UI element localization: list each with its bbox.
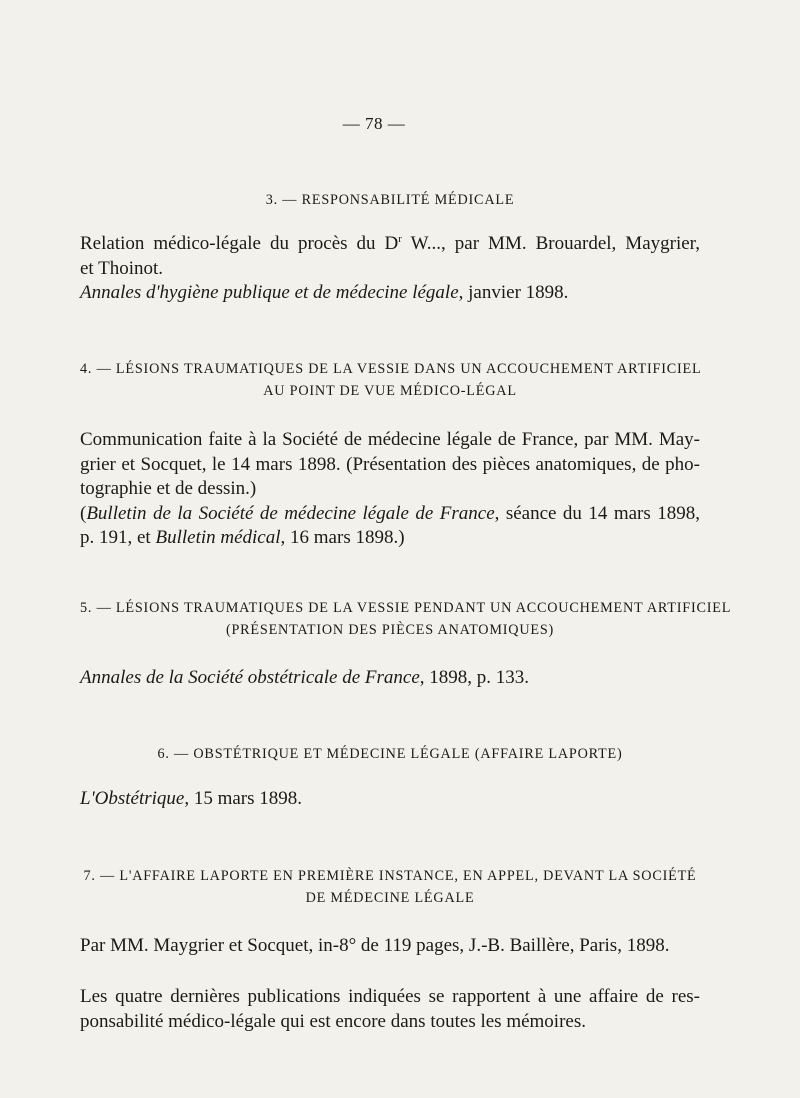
text-run: , 15 mars 1898. xyxy=(184,788,303,809)
body-line: Les quatre dernières publications indiquées se rapportent à une affaire de res- xyxy=(80,986,700,1007)
journal-title: Bulletin de la Société de médecine légale de France xyxy=(86,502,495,524)
section-4-body xyxy=(80,428,700,551)
text-run: , séance du 14 mars 1898, xyxy=(494,502,700,524)
section-3-heading xyxy=(80,189,700,211)
heading-line: 4. — LÉSIONS TRAUMATIQUES DE LA VESSIE DANS UN ACCOUCHEMENT ARTIFICIEL xyxy=(80,361,702,377)
text-run: ( xyxy=(80,502,87,524)
heading-line: (PRÉSENTATION DES PIÈCES ANATOMIQUES) xyxy=(225,622,555,638)
page-number: — 78 — xyxy=(342,114,406,133)
heading-line: AU POINT DE VUE MÉDICO-LÉGAL xyxy=(263,383,517,399)
text-run: Relation médico-légale du procès du D xyxy=(80,233,399,254)
section-5-heading xyxy=(80,597,732,641)
text-run: , janvier 1898. xyxy=(458,282,569,303)
body-line: et Thoinot. xyxy=(80,257,164,279)
section-7-body xyxy=(80,934,700,959)
body-line xyxy=(80,232,700,257)
journal-title: L'Obstétrique xyxy=(80,788,185,809)
heading-line: 7. — L'AFFAIRE LAPORTE EN PREMIÈRE INSTANCE, EN APPEL, DEVANT LA SOCIÉTÉ xyxy=(83,868,697,884)
text-run: p. 191, et xyxy=(80,527,156,548)
journal-title: Annales de la Société obstétricale de France xyxy=(80,667,420,688)
superscript: r xyxy=(398,233,402,245)
body-line xyxy=(80,526,700,551)
section-6-heading xyxy=(80,743,700,765)
heading-line: DE MÉDECINE LÉGALE xyxy=(305,890,475,906)
section-7-heading xyxy=(80,865,700,909)
journal-title: Annales d'hygiène publique et de médecine légale xyxy=(80,282,459,303)
heading-line: 3. — RESPONSABILITÉ MÉDICALE xyxy=(265,192,515,208)
heading-line: 6. — OBSTÉTRIQUE ET MÉDECINE LÉGALE (AFFAIRE LAPORTE) xyxy=(157,746,623,762)
body-line: ponsabilité médico-légale qui est encore dans toutes les mémoires. xyxy=(80,1010,586,1032)
text-run: W..., par MM. Brouardel, Maygrier, xyxy=(401,233,700,254)
body-line: grier et Socquet, le 14 mars 1898. (Présentation des pièces anatomiques, de pho- xyxy=(80,453,700,475)
body-line xyxy=(80,502,700,527)
section-4-heading xyxy=(80,358,700,402)
heading-line: 5. — LÉSIONS TRAUMATIQUES DE LA VESSIE PENDANT UN ACCOUCHEMENT ARTIFICIEL xyxy=(80,600,732,616)
body-line xyxy=(80,787,700,812)
body-line: tographie et de dessin.) xyxy=(80,478,257,499)
section-5-body xyxy=(80,666,700,691)
text-run: , 1898, p. 133. xyxy=(419,667,530,688)
body-line: Communication faite à la Société de médecine légale de France, par MM. May- xyxy=(80,429,700,450)
closing-paragraph xyxy=(80,985,700,1034)
body-line xyxy=(80,281,700,306)
section-3-body xyxy=(80,232,700,306)
text-run: , 16 mars 1898.) xyxy=(280,527,405,548)
body-line: Par MM. Maygrier et Socquet, in-8° de 119 pages, J.-B. Baillère, Paris, 1898. xyxy=(80,935,670,956)
journal-title: Bulletin médical xyxy=(155,527,281,548)
section-6-body xyxy=(80,787,700,812)
body-line xyxy=(80,666,700,691)
